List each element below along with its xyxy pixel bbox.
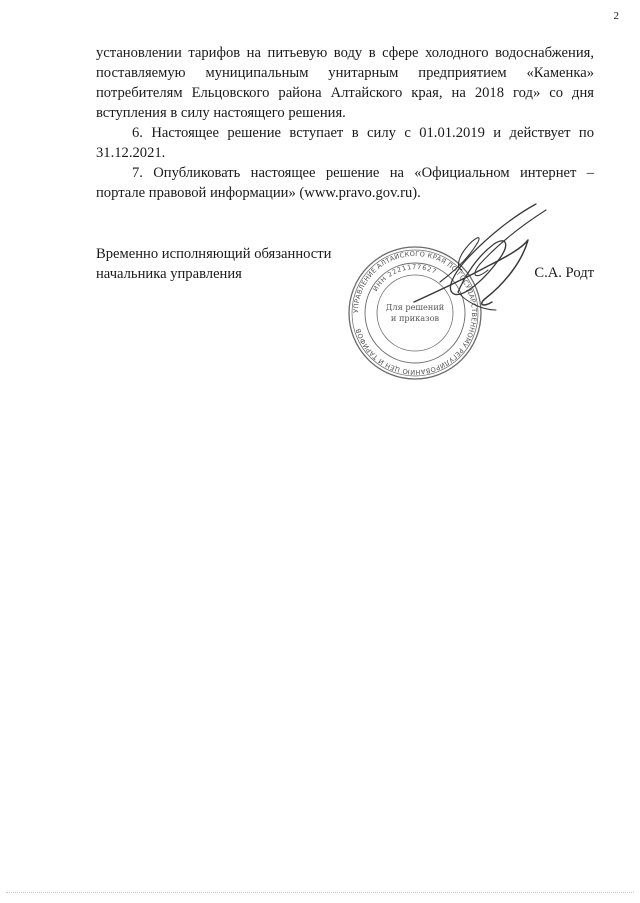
paragraph-6: 6. Настоящее решение вступает в силу с 01.01.2019 и действует по 31.12.2021.	[96, 125, 594, 161]
signatory-position-line-2: начальника управления	[96, 266, 242, 282]
handwritten-signature	[396, 198, 556, 328]
stamp-center-line-1: Для решений	[385, 302, 445, 312]
signatory-name: С.А. Родт	[534, 265, 594, 281]
signatory-position-line-1: Временно исполняющий обязанности	[96, 246, 332, 262]
paragraph-continuation: установлении тарифов на питьевую воду в сфере холодного водоснабжения, поставляемую муниципальным унитарным предприятием «Каменка» потребителям Ельцовского района Алтайского края, на 2018 год» со дня вступления в силу настоящего решения.	[96, 45, 594, 121]
stamp-outer-text: УПРАВЛЕНИЕ АЛТАЙСКОГО КРАЯ ПО ГОСУДАРСТВЕННОМУ РЕГУЛИРОВАНИЮ ЦЕН И ТАРИФОВ	[351, 249, 479, 377]
stamp-inner-text: ИНН 2221177627	[371, 262, 439, 293]
page-bottom-rule	[6, 892, 634, 893]
body-text	[96, 43, 594, 203]
page-number: 2	[613, 10, 619, 22]
paragraph-7: 7. Опубликовать настоящее решение на «Официальном интернет – портале правовой информации» (www.pravo.gov.ru).	[96, 165, 594, 201]
stamp-center-line-2: и приказов	[390, 313, 440, 323]
signatory-position	[96, 244, 331, 284]
